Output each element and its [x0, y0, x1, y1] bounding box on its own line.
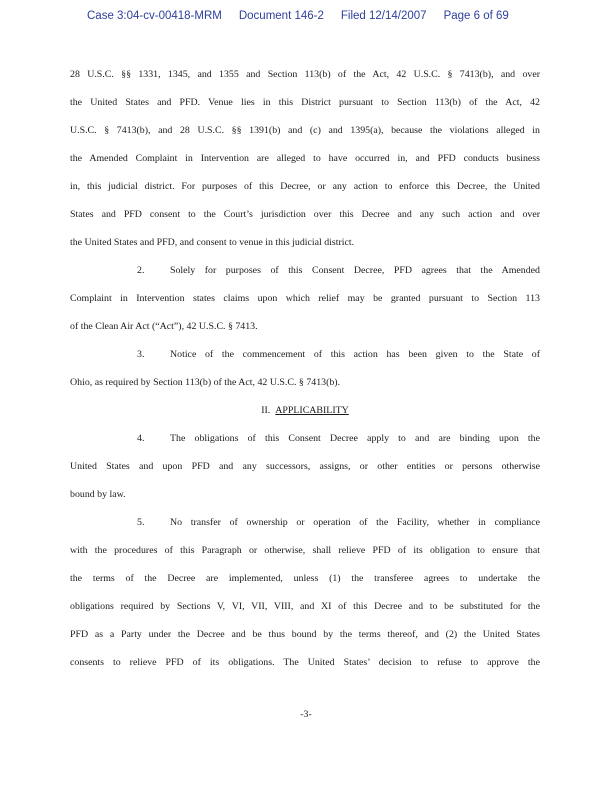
text-line: obligations required by Sections V, VI, VII, VIII, and XI of this Decree and to be substituted for the: [70, 601, 540, 612]
text-line: States and PFD consent to the Court’s jurisdiction over this Decree and any such action and over: [70, 209, 540, 220]
case-header: [87, 10, 509, 22]
paragraph-number: 5.: [137, 517, 145, 528]
text-line-content: Notice of the commencement of this action has been given to the State of: [170, 349, 540, 360]
paragraph-number: 2.: [137, 265, 145, 276]
filed-date: Filed 12/14/2007: [340, 10, 427, 22]
paragraph-number: 4.: [137, 433, 145, 444]
text-line: the United States and PFD, and consent to venue in this judicial district.: [70, 237, 355, 248]
text-line: the Amended Complaint in Intervention are alleged to have occurred in, and PFD conducts business: [70, 153, 540, 164]
text-line: U.S.C. § 7413(b), and 28 U.S.C. §§ 1391(b) and (c) and 1395(a), because the violations alleged in: [70, 125, 540, 136]
section-number: II.: [261, 405, 271, 416]
paragraph-continuation: [70, 61, 540, 257]
text-line: [70, 341, 540, 369]
text-line: Ohio, as required by Section 113(b) of the Act, 42 U.S.C. § 7413(b).: [70, 377, 341, 388]
paragraph-2: [70, 257, 540, 341]
document-body: [70, 61, 540, 677]
text-line: the United States and PFD. Venue lies in this District pursuant to Section 113(b) of the Act, 42: [70, 97, 540, 108]
text-line: [70, 257, 540, 285]
text-line: [70, 425, 540, 453]
page-number: -3-: [300, 709, 312, 720]
text-line: United States and upon PFD and any successors, assigns, or other entities or persons otherwise: [70, 461, 540, 472]
text-line: in, this judicial district. For purposes of this Decree, or any action to enforce this Decree, the United: [70, 181, 540, 192]
page-number-footer: [0, 709, 612, 720]
text-line-content: Solely for purposes of this Consent Decree, PFD agrees that the Amended: [170, 265, 540, 276]
case-number: Case 3:04-cv-00418-MRM: [87, 10, 222, 22]
text-line: of the Clean Air Act (“Act”), 42 U.S.C. § 7413.: [70, 321, 258, 332]
paragraph-5: [70, 509, 540, 677]
text-line-content: No transfer of ownership or operation of the Facility, whether in compliance: [170, 517, 540, 528]
text-line-content: The obligations of this Consent Decree apply to and are binding upon the: [170, 433, 540, 444]
text-line: with the procedures of this Paragraph or otherwise, shall relieve PFD of its obligation to ensure that: [70, 545, 540, 556]
text-line: Complaint in Intervention states claims upon which relief may be granted pursuant to Section 113: [70, 293, 540, 304]
section-title: APPLICABILITY: [275, 405, 349, 416]
text-line: [70, 509, 540, 537]
page-indicator: Page 6 of 69: [443, 10, 509, 22]
paragraph-4: [70, 425, 540, 509]
section-heading: [70, 397, 540, 425]
text-line: PFD as a Party under the Decree and be thus bound by the terms thereof, and (2) the United States: [70, 629, 540, 640]
paragraph-number: 3.: [137, 349, 145, 360]
text-line: consents to relieve PFD of its obligations. The United States’ decision to refuse to approve the: [70, 657, 540, 668]
document-number: Document 146-2: [238, 10, 324, 22]
text-line: the terms of the Decree are implemented, unless (1) the transferee agrees to undertake the: [70, 573, 540, 584]
text-line: bound by law.: [70, 489, 126, 500]
paragraph-3: [70, 341, 540, 397]
text-line: 28 U.S.C. §§ 1331, 1345, and 1355 and Section 113(b) of the Act, 42 U.S.C. § 7413(b), and over: [70, 69, 540, 80]
